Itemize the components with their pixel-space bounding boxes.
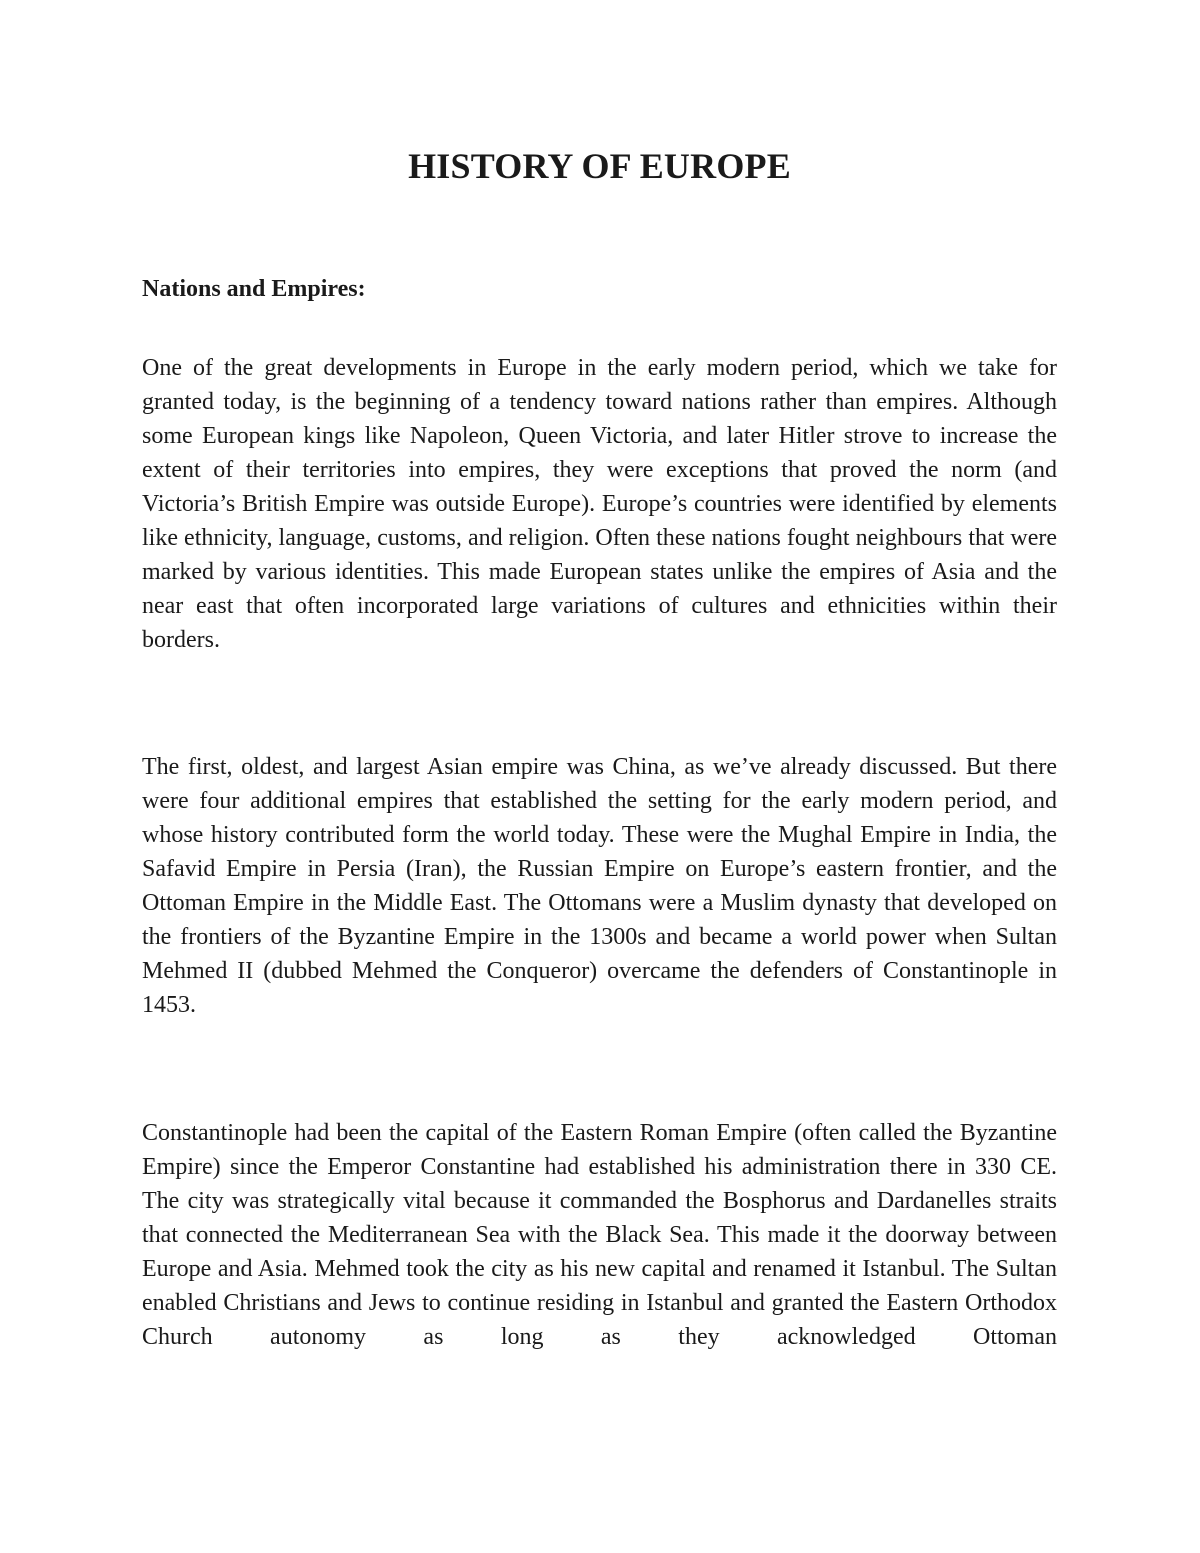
- document-title: HISTORY OF EUROPE: [408, 146, 791, 186]
- document-page: [142, 0, 1057, 1553]
- paragraph-2: The first, oldest, and largest Asian empire was China, as we’ve already discussed. But there were four additional empires that established the setting for the early modern period, and whose history contributed form the world today. These were the Mughal Empire in India, the Safavid Empire in Persia (Iran), the Russian Empire on Europe’s eastern frontier, and the Ottoman Empire in the Middle East. The Ottomans were a Muslim dynasty that developed on the frontiers of the Byzantine Empire in the 1300s and became a world power when Sultan Mehmed II (dubbed Mehmed the Conqueror) overcame the defenders of Constantinople in 1453.: [142, 754, 1057, 1018]
- paragraph-1: One of the great developments in Europe in the early modern period, which we take for granted today, is the beginning of a tendency toward nations rather than empires. Although some European kings like Napoleon, Queen Victoria, and later Hitler strove to increase the extent of their territories into empires, they were exceptions that proved the norm (and Victoria’s British Empire was outside Europe). Europe’s countries were identified by elements like ethnicity, language, customs, and religion. Often these nations fought neighbours that were marked by various identities. This made European states unlike the empires of Asia and the near east that often incorporated large variations of cultures and ethnicities within their borders.: [142, 355, 1057, 653]
- section-heading: Nations and Empires:: [142, 276, 366, 302]
- paragraph-3: Constantinople had been the capital of the Eastern Roman Empire (often called the Byzantine Empire) since the Emperor Constantine had established his administration there in 330 CE. The city was strategically vital because it commanded the Bosphorus and Dardanelles straits that connected the Mediterranean Sea with the Black Sea. This made it the doorway between Europe and Asia. Mehmed took the city as his new capital and renamed it Istanbul. The Sultan enabled Christians and Jews to continue residing in Istanbul and granted the Eastern Orthodox Church autonomy as long as they acknowledged Ottoman: [142, 1120, 1057, 1350]
